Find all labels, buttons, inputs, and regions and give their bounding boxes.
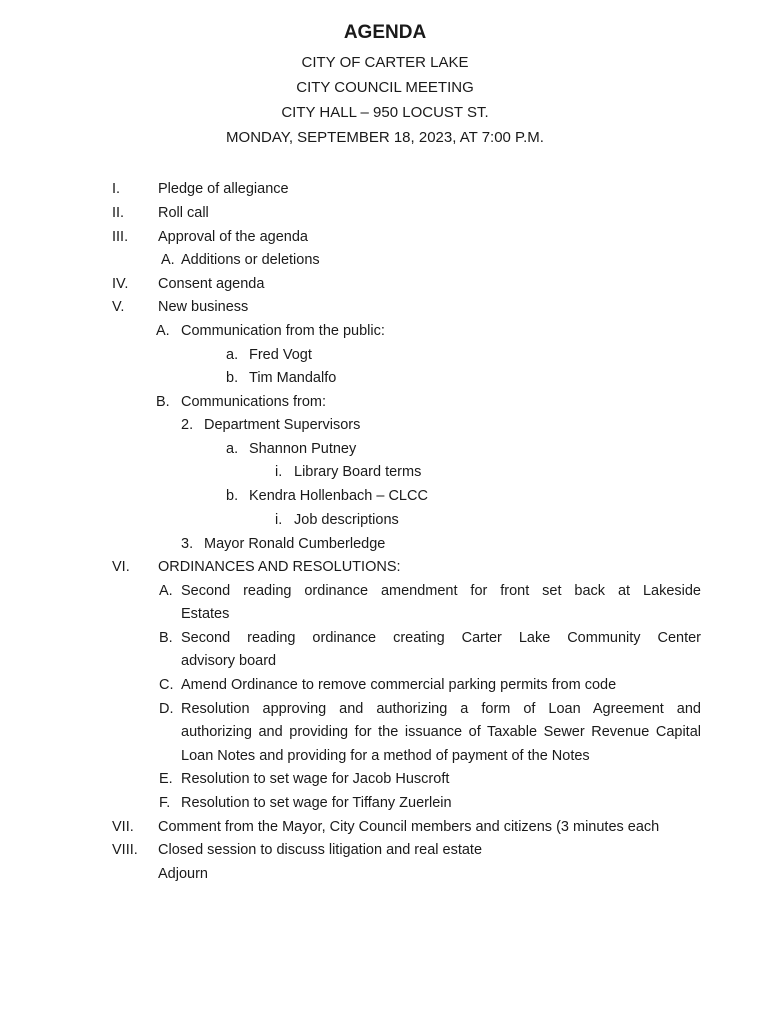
item-text: Approval of the agenda (158, 229, 308, 245)
subitem-marker: B. (159, 630, 173, 646)
subitem-text: Tim Mandalfo (249, 370, 337, 386)
subitem-text: Fred Vogt (249, 347, 312, 363)
subitem-text: Library Board terms (294, 464, 422, 480)
item-text: ORDINANCES AND RESOLUTIONS: (158, 559, 401, 575)
item-number: VI. (112, 559, 130, 575)
subitem-text: Additions or deletions (181, 252, 320, 268)
subitem-marker: F. (159, 795, 171, 811)
item-number: VII. (112, 819, 134, 835)
subitem-marker: a. (226, 347, 239, 363)
subitem-text: advisory board (181, 653, 277, 669)
item-text: Consent agenda (158, 276, 265, 292)
subitem-marker: A. (161, 252, 175, 268)
subitem-text: authorizing and providing for the issuance of Taxable Sewer Revenue Capital (181, 724, 701, 740)
subitem-text: Department Supervisors (204, 417, 361, 433)
subitem-text: Second reading ordinance creating Carter Lake Community Center (181, 630, 701, 646)
subitem-marker: C. (159, 677, 174, 693)
item-text: Closed session to discuss litigation and real estate (158, 842, 483, 858)
meeting-date: MONDAY, SEPTEMBER 18, 2023, AT 7:00 P.M. (226, 129, 544, 146)
meeting-name: CITY COUNCIL MEETING (296, 79, 474, 96)
item-text: New business (158, 299, 249, 315)
subitem-text: Amend Ordinance to remove commercial parking permits from code (181, 677, 617, 693)
subitem-marker: A. (156, 323, 170, 339)
adjourn-text: Adjourn (158, 866, 208, 882)
item-text: Pledge of allegiance (158, 181, 289, 197)
subitem-text: Second reading ordinance amendment for front set back at Lakeside (181, 583, 701, 599)
subitem-marker: D. (159, 701, 174, 717)
subitem-marker: 2. (181, 417, 194, 433)
subitem-marker: b. (226, 370, 239, 386)
item-number: IV. (112, 276, 129, 292)
subitem-text: Loan Notes and providing for a method of payment of the Notes (181, 748, 590, 764)
item-number: I. (112, 181, 121, 197)
subitem-text: Resolution approving and authorizing a form of Loan Agreement and (181, 701, 701, 717)
subitem-text: Communications from: (181, 394, 327, 410)
item-text: Roll call (158, 205, 209, 221)
subitem-marker: A. (159, 583, 173, 599)
subitem-marker: 3. (181, 536, 194, 552)
subitem-marker: a. (226, 441, 239, 457)
item-text: Comment from the Mayor, City Council members and citizens (3 minutes each (158, 819, 660, 835)
subitem-text: Resolution to set wage for Tiffany Zuerlein (181, 795, 452, 811)
subitem-marker: i. (275, 512, 283, 528)
subitem-text: Mayor Ronald Cumberledge (204, 536, 386, 552)
subitem-text: Communication from the public: (181, 323, 385, 339)
meeting-location: CITY HALL – 950 LOCUST ST. (281, 104, 489, 121)
subitem-text: Job descriptions (294, 512, 399, 528)
subitem-text: Shannon Putney (249, 441, 357, 457)
item-number: II. (112, 205, 125, 221)
item-number: III. (112, 229, 129, 245)
item-number: V. (112, 299, 125, 315)
subitem-marker: B. (156, 394, 170, 410)
subitem-text: Kendra Hollenbach – CLCC (249, 488, 428, 504)
subitem-text: Resolution to set wage for Jacob Huscroft (181, 771, 450, 787)
document-title: AGENDA (343, 22, 427, 43)
subitem-text: Estates (181, 606, 230, 622)
item-number: VIII. (112, 842, 138, 858)
subitem-marker: i. (275, 464, 283, 480)
subitem-marker: E. (159, 771, 173, 787)
city-name: CITY OF CARTER LAKE (301, 54, 469, 71)
subitem-marker: b. (226, 488, 239, 504)
